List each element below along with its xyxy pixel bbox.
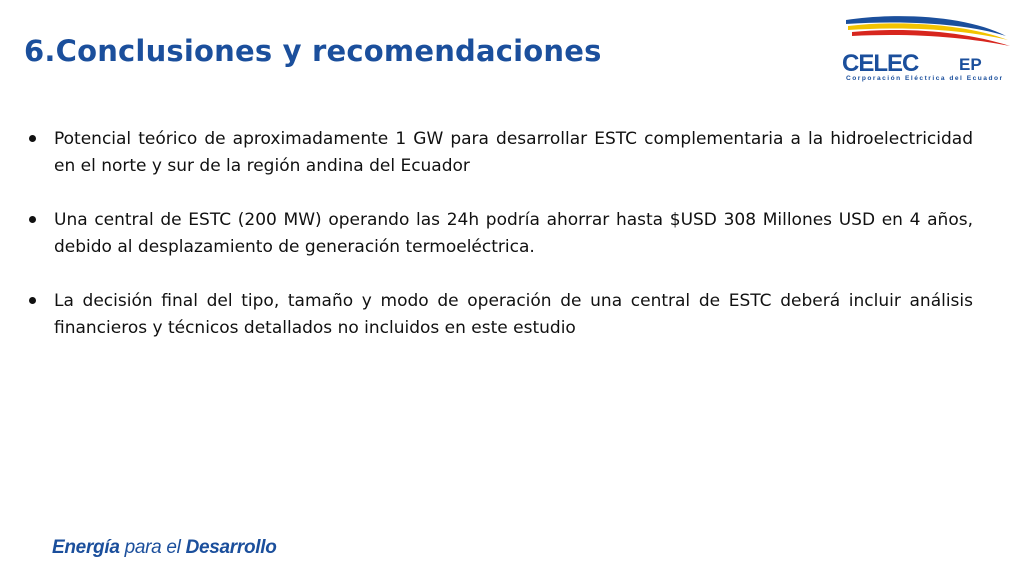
bullet-item [28, 288, 973, 342]
logo-swoosh-icon [838, 14, 1018, 54]
bullet-text: Una central de ESTC (200 MW) operando las 24h podría ahorrar hasta $USD 308 Millones USD en 4 años, debido al desplazamiento de generación termoeléctrica. [54, 210, 973, 257]
footer-word-energia: Energía [52, 537, 120, 558]
slide-title: 6.Conclusiones y recomendaciones [24, 34, 602, 68]
bullet-item [28, 207, 973, 261]
logo-suffix: EP [959, 55, 982, 74]
bullet-text: La decisión final del tipo, tamaño y modo de operación de una central de ESTC deberá incluir análisis financieros y técnicos detallados no incluidos en este estudio [54, 291, 973, 338]
bullet-list [28, 126, 973, 369]
footer-slogan [52, 537, 277, 559]
footer-word-para-el: para el [124, 537, 181, 558]
bullet-icon [29, 135, 36, 142]
logo-name: CELEC [842, 50, 919, 77]
logo-tagline: Corporación Eléctrica del Ecuador [846, 75, 1004, 82]
bullet-item [28, 126, 973, 180]
bullet-text: Potencial teórico de aproximadamente 1 GW para desarrollar ESTC complementaria a la hidroelectricidad en el norte y sur de la región andina del Ecuador [54, 129, 973, 176]
bullet-icon [29, 216, 36, 223]
celec-ep-logo [838, 14, 1018, 84]
bullet-icon [29, 297, 36, 304]
footer-word-desarrollo: Desarrollo [185, 537, 277, 558]
